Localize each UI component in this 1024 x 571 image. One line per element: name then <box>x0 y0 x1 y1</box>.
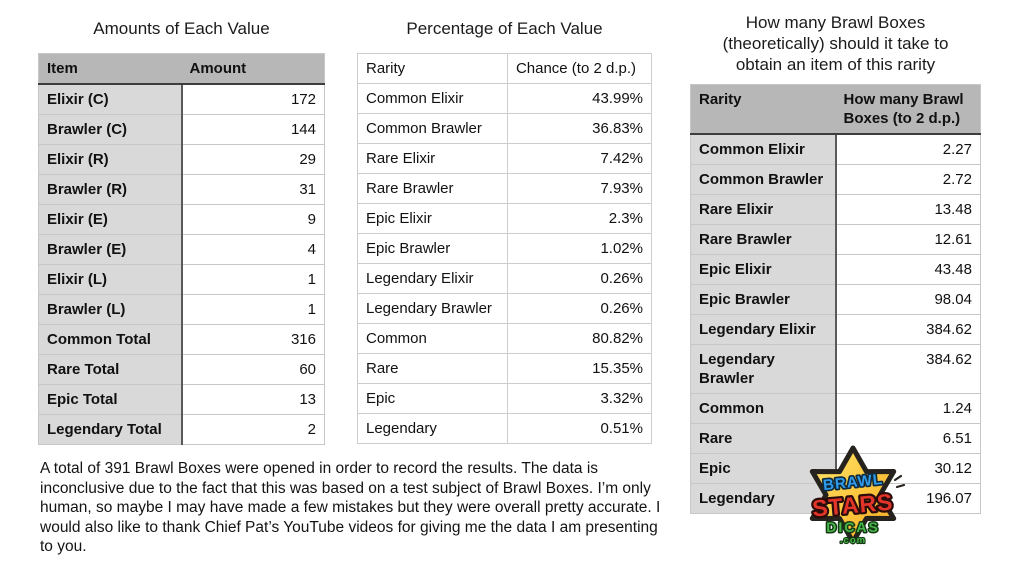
table-row <box>358 84 652 114</box>
row-value: 0.51% <box>507 414 651 444</box>
row-value: 43.99% <box>507 84 651 114</box>
table-row <box>691 285 981 315</box>
header-row <box>358 54 652 84</box>
row-value: 29 <box>182 145 325 175</box>
footnote-text: A total of 391 Brawl Boxes were opened in order to record the results. The data is inconclusive due to the fact that this was based on a test subject of Brawl Boxes. I’m only human, so maybe I may have made a few mistakes but they were overall pretty accurate. I would also like to thank Chief Pat’s YouTube videos for giving me the data I am presenting to you. <box>40 460 661 555</box>
table-row <box>358 144 652 174</box>
table-row <box>691 225 981 255</box>
speed-marks <box>895 476 904 487</box>
row-label: Brawler (L) <box>39 295 182 325</box>
row-label: Brawler (C) <box>39 115 182 145</box>
table-row <box>39 325 325 355</box>
table-row <box>691 255 981 285</box>
column-header: Amount <box>182 54 325 85</box>
table-row <box>358 204 652 234</box>
row-label: Elixir (L) <box>39 265 182 295</box>
row-value: 12.61 <box>836 225 981 255</box>
table-row <box>691 134 981 165</box>
table-row <box>358 354 652 384</box>
row-value: 172 <box>182 84 325 115</box>
row-value: 2.3% <box>507 204 651 234</box>
row-value: 316 <box>182 325 325 355</box>
column-header: Rarity <box>691 85 836 135</box>
table-row <box>358 114 652 144</box>
table-row <box>358 264 652 294</box>
table-row <box>691 345 981 394</box>
row-label: Legendary <box>358 414 508 444</box>
column-header: Rarity <box>358 54 508 84</box>
row-value: 43.48 <box>836 255 981 285</box>
percentages-table <box>357 53 652 444</box>
table-row <box>39 295 325 325</box>
table-row <box>358 174 652 204</box>
logo-word-com: .com <box>839 535 867 546</box>
row-label: Common Elixir <box>691 134 836 165</box>
brawl-boxes-table-title: How many Brawl Boxes (theoretically) should it take to obtain an item of this rarity <box>722 13 949 74</box>
header-row <box>39 54 325 85</box>
table-row <box>358 324 652 354</box>
row-value: 1 <box>182 265 325 295</box>
row-value: 2.27 <box>836 134 981 165</box>
row-label: Common <box>691 394 836 424</box>
row-value: 80.82% <box>507 324 651 354</box>
table-row <box>39 385 325 415</box>
table-row <box>358 384 652 414</box>
star-badge-icon <box>797 444 909 558</box>
row-label: Common Brawler <box>358 114 508 144</box>
row-label: Brawler (R) <box>39 175 182 205</box>
row-label: Rare Total <box>39 355 182 385</box>
table-row <box>691 394 981 424</box>
row-value: 3.32% <box>507 384 651 414</box>
table-row <box>39 415 325 445</box>
row-label: Rare Elixir <box>358 144 508 174</box>
row-label: Legendary Brawler <box>691 345 836 394</box>
header-row <box>691 85 981 135</box>
column-header: How many Brawl Boxes (to 2 d.p.) <box>836 85 981 135</box>
table-row <box>39 145 325 175</box>
row-value: 1.24 <box>836 394 981 424</box>
table-row <box>39 265 325 295</box>
row-label: Common Brawler <box>691 165 836 195</box>
row-value: 196.07 <box>836 484 981 514</box>
column-header: Chance (to 2 d.p.) <box>507 54 651 84</box>
row-label: Legendary Brawler <box>358 294 508 324</box>
row-label: Common Total <box>39 325 182 355</box>
brawl-stars-dicas-logo <box>797 444 909 558</box>
row-value: 384.62 <box>836 345 981 394</box>
row-label: Elixir (C) <box>39 84 182 115</box>
row-label: Common Elixir <box>358 84 508 114</box>
row-label: Common <box>358 324 508 354</box>
row-label: Brawler (E) <box>39 235 182 265</box>
row-label: Epic Elixir <box>358 204 508 234</box>
row-label: Epic Brawler <box>358 234 508 264</box>
row-label: Elixir (E) <box>39 205 182 235</box>
table-row <box>691 195 981 225</box>
table-row <box>358 234 652 264</box>
row-value: 98.04 <box>836 285 981 315</box>
row-label: Rare <box>358 354 508 384</box>
row-label: Epic Brawler <box>691 285 836 315</box>
row-value: 13 <box>182 385 325 415</box>
brawl-boxes-panel <box>690 12 981 514</box>
table-row <box>358 414 652 444</box>
row-label: Rare Brawler <box>691 225 836 255</box>
row-label: Rare Elixir <box>691 195 836 225</box>
row-label: Rare <box>691 424 836 454</box>
logo-word-stars: STARS <box>811 488 895 522</box>
row-label: Epic Elixir <box>691 255 836 285</box>
row-value: 13.48 <box>836 195 981 225</box>
row-label: Legendary Total <box>39 415 182 445</box>
row-value: 4 <box>182 235 325 265</box>
row-value: 60 <box>182 355 325 385</box>
row-value: 30.12 <box>836 454 981 484</box>
row-value: 15.35% <box>507 354 651 384</box>
row-value: 2.72 <box>836 165 981 195</box>
logo-word-brawl: BRAWL <box>822 470 884 495</box>
table-row <box>691 315 981 345</box>
percentages-table-title: Percentage of Each Value <box>406 19 603 38</box>
row-label: Epic <box>358 384 508 414</box>
amounts-panel <box>38 18 325 445</box>
row-label: Legendary Elixir <box>358 264 508 294</box>
row-value: 1.02% <box>507 234 651 264</box>
table-row <box>39 355 325 385</box>
row-value: 9 <box>182 205 325 235</box>
row-label: Rare Brawler <box>358 174 508 204</box>
row-label: Legendary <box>691 484 836 514</box>
table-row <box>358 294 652 324</box>
row-label: Epic Total <box>39 385 182 415</box>
row-value: 7.93% <box>507 174 651 204</box>
logo-word-dicas: DICAS <box>826 519 880 535</box>
row-value: 2 <box>182 415 325 445</box>
row-label: Epic <box>691 454 836 484</box>
table-row <box>691 165 981 195</box>
table-row <box>39 235 325 265</box>
percentages-panel <box>357 18 652 444</box>
row-value: 0.26% <box>507 294 651 324</box>
amounts-table-title: Amounts of Each Value <box>93 19 270 38</box>
table-row <box>39 175 325 205</box>
table-row <box>39 84 325 115</box>
row-value: 0.26% <box>507 264 651 294</box>
row-value: 36.83% <box>507 114 651 144</box>
row-value: 1 <box>182 295 325 325</box>
row-value: 144 <box>182 115 325 145</box>
row-value: 7.42% <box>507 144 651 174</box>
row-label: Elixir (R) <box>39 145 182 175</box>
row-value: 384.62 <box>836 315 981 345</box>
row-value: 31 <box>182 175 325 205</box>
amounts-table <box>38 53 325 445</box>
column-header: Item <box>39 54 182 85</box>
row-label: Legendary Elixir <box>691 315 836 345</box>
table-row <box>39 205 325 235</box>
table-row <box>39 115 325 145</box>
row-value: 6.51 <box>836 424 981 454</box>
